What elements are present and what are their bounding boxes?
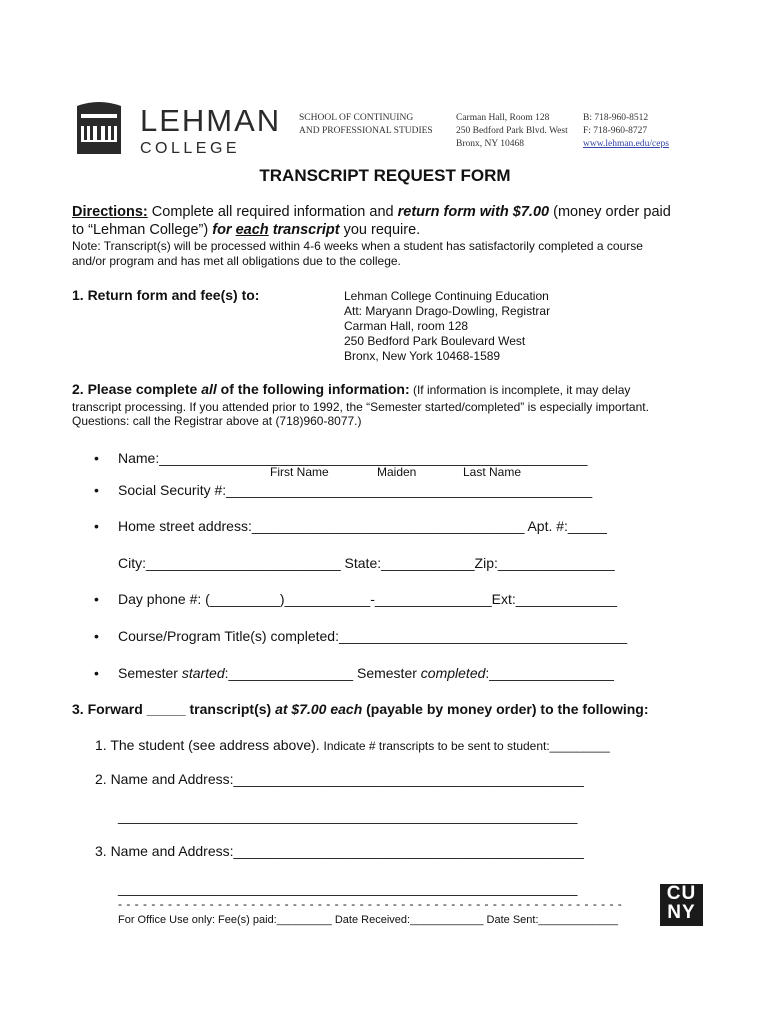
recipient-3-line2[interactable]: ___________________________________________________________ [118,880,578,896]
semester-field[interactable]: Semester started:________________ Semester completed:________________ [118,665,614,681]
section2-line3: Questions: call the Registrar above at (718)960-8077.) [72,414,362,428]
recipient-2-line2[interactable]: ___________________________________________________________ [118,808,578,824]
name-field[interactable]: Name:_______________________________________________________ [118,450,588,466]
recipient-2-field[interactable]: 2. Name and Address:_____________________________________________ [95,771,584,787]
page-title: TRANSCRIPT REQUEST FORM [259,166,511,185]
bullet: • [94,628,99,644]
cuny-logo: CU NY [660,884,703,926]
section2-line2: transcript processing. If you attended prior to 1992, the “Semester started/completed” is especially important. [72,400,649,414]
lehman-logo-icon [75,100,123,156]
school-name: SCHOOL OF CONTINUING AND PROFESSIONAL STUDIES [299,113,433,136]
course-title-field[interactable]: Course/Program Title(s) completed:_____________________________________ [118,628,628,644]
cut-line: - - - - - - - - - - - - - - - - - - - - - - - - - - - - - - - - - - - - - - - - - - - - - - - - - - - - - - - - - - - - - [118,897,623,911]
office-use-line: For Office Use only: Fee(s) paid:_________ Date Received:____________ Date Sent:_____________ [118,914,619,926]
office-address: Carman Hall, Room 128 250 Bedford Park Blvd. West Bronx, NY 10468 [456,113,568,149]
last-name-caption: Last Name [463,465,522,479]
bullet: • [94,482,99,498]
bullet: • [94,518,99,534]
bullet: • [94,450,99,466]
directions-line1: Directions: Complete all required information and return form with $7.00 (money order paid [72,204,671,220]
contact-info: B: 718-960-8512 F: 718-960-8727 www.lehman.edu/ceps [583,113,669,149]
logo-name: LEHMAN [140,103,282,138]
section3-heading: 3. Forward _____ transcript(s) at $7.00 each (payable by money order) to the following: [72,701,649,717]
logo-college: COLLEGE [140,140,241,157]
bullet: • [94,665,99,681]
website-link[interactable]: www.lehman.edu/ceps [583,139,669,149]
directions-line2: to “Lehman College”) for each transcript you require. [72,222,421,238]
note-line1: Note: Transcript(s) will be processed within 4-6 weeks when a student has satisfactorily completed a course [72,239,643,253]
section1-label: 1. Return form and fee(s) to: [72,287,260,303]
recipient-student[interactable]: 1. The student (see address above). Indicate # transcripts to be sent to student:_________ [95,737,610,753]
day-phone-field[interactable]: Day phone #: (_________)___________-_______________Ext:_____________ [118,591,618,607]
first-name-caption: First Name [270,465,329,479]
bullet: • [94,591,99,607]
section2-heading: 2. Please complete all of the following information: (If information is incomplete, it may delay [72,381,631,397]
recipient-3-field[interactable]: 3. Name and Address:_____________________________________________ [95,843,584,859]
return-address: Lehman College Continuing Education Att: Maryann Drago-Dowling, Registrar Carman Hall, room 128 250 Bedford Park Boulevard West Bronx, New York 10468-1589 [344,289,551,363]
city-state-zip-field[interactable]: City:_________________________ State:____________Zip:_______________ [118,555,615,571]
ssn-field[interactable]: Social Security #:_______________________________________________ [118,482,593,498]
maiden-caption: Maiden [377,465,417,479]
note-line2: and/or program and has met all obligations due to the college. [72,254,401,268]
street-address-field[interactable]: Home street address:___________________________________ Apt. #:_____ [118,518,607,534]
